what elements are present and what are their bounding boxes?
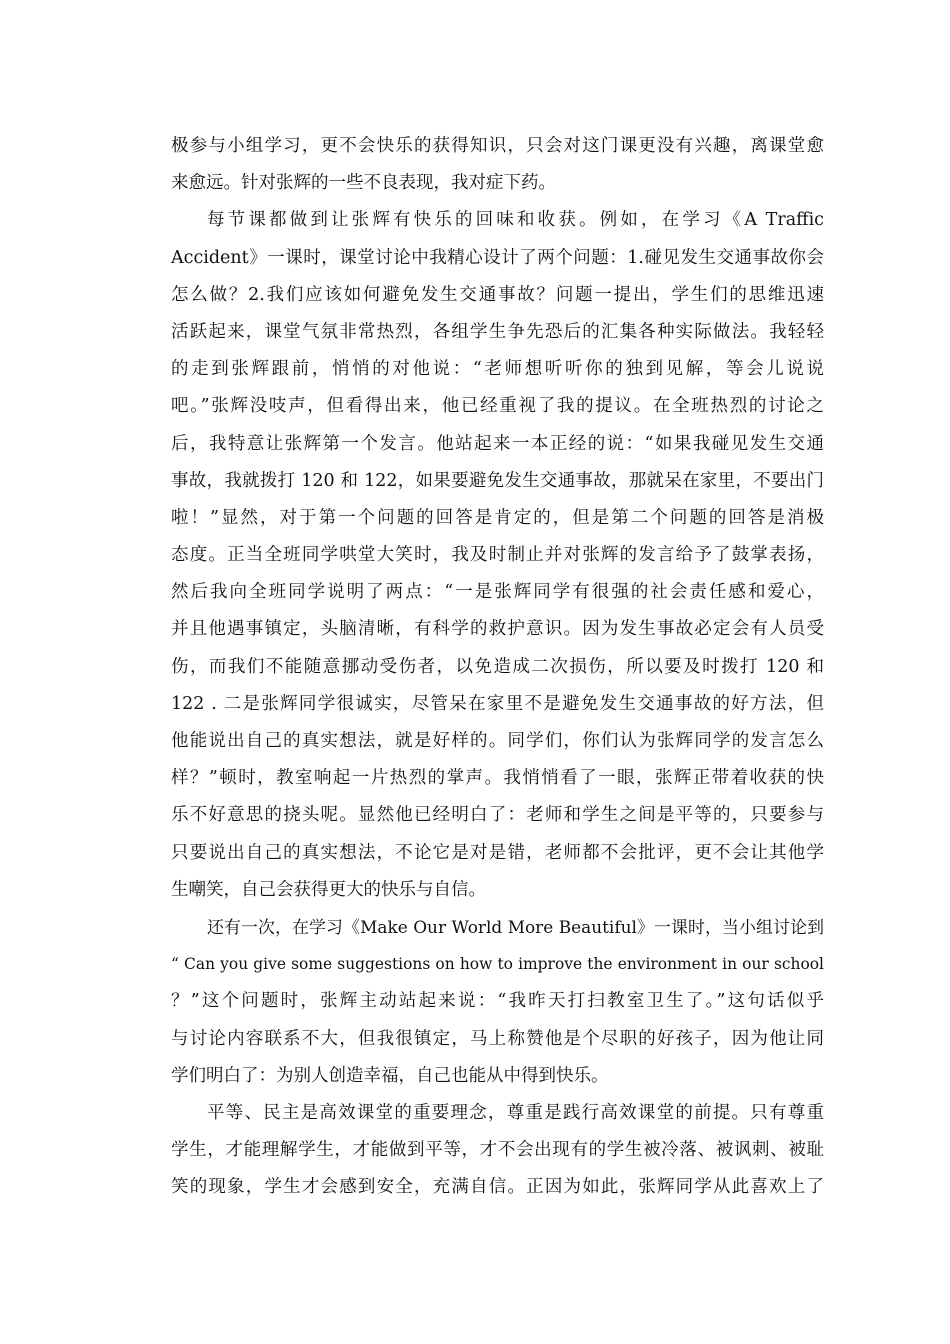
text-line: 来愈远。针对张辉的一些不良表现，我对症下药。: [171, 173, 556, 194]
text-line: 122 . 二是张辉同学很诚实，尽管呆在家里不是避免发生交通事故的好方法，但: [171, 693, 824, 714]
text-line: 并且他遇事镇定，头脑清晰，有科学的救护意识。因为发生事故必定会有人员受: [171, 619, 824, 640]
text-line: 吧。”张辉没吱声，但看得出来，他已经重视了我的提议。在全班热烈的讨论之: [171, 396, 824, 417]
text-line: “ Can you give some suggestions on how to improve the environment in our school: [171, 955, 824, 974]
text-line: Accident》一课时，课堂讨论中我精心设计了两个问题：1.碰见发生交通事故你会: [171, 247, 824, 268]
text-line: 态度。正当全班同学哄堂大笑时，我及时制止并对张辉的发言给予了鼓掌表扬，: [171, 545, 824, 566]
text-line: 活跃起来，课堂气氛非常热烈，各组学生争先恐后的汇集各种实际做法。我轻轻: [171, 321, 824, 342]
text-line: 伤，而我们不能随意挪动受伤者，以免造成二次损伤，所以要及时拨打 120 和: [171, 656, 824, 677]
text-line: 学们明白了：为别人创造幸福，自己也能从中得到快乐。: [171, 1065, 609, 1086]
paragraph: [171, 202, 824, 909]
text-line: 只要说出自己的真实想法，不论它是对是错，老师都不会批评，更不会让其他学: [171, 842, 824, 863]
paragraph: [171, 128, 824, 202]
text-line: 样？”顿时，教室响起一片热烈的掌声。我悄悄看了一眼，张辉正带着收获的快: [171, 768, 824, 789]
text-line: 学生，才能理解学生，才能做到平等，才不会出现有的学生被冷落、被讽刺、被耻: [171, 1140, 824, 1161]
text-line: 极参与小组学习，更不会快乐的获得知识，只会对这门课更没有兴趣，离课堂愈: [171, 136, 824, 156]
text-line: 他能说出自己的真实想法，就是好样的。同学们，你们认为张辉同学的发言怎么: [171, 731, 824, 751]
text-line: 后，我特意让张辉第一个发言。他站起来一本正经的说：“如果我碰见发生交通: [171, 433, 824, 454]
text-line: 的走到张辉跟前，悄悄的对他说：“老师想听听你的独到见解，等会儿说说: [171, 359, 824, 380]
text-line: 生嘲笑，自己会获得更大的快乐与自信。: [171, 879, 486, 900]
paragraph: [171, 1095, 824, 1207]
text-line: 怎么做？2.我们应该如何避免发生交通事故？问题一提出，学生们的思维迅速: [171, 284, 824, 305]
text-line: ？”这个问题时，张辉主动站起来说：“我昨天打扫教室卫生了。”这句话似乎: [171, 991, 824, 1012]
text-line: 然后我向全班同学说明了两点：“一是张辉同学有很强的社会责任感和爱心，: [171, 582, 824, 603]
text-line: 啦！”显然，对于第一个问题的回答是肯定的，但是第二个问题的回答是消极: [171, 507, 824, 528]
paragraph: [171, 909, 824, 1095]
text-line: 平等、民主是高效课堂的重要理念，尊重是践行高效课堂的前提。只有尊重: [207, 1102, 824, 1123]
text-line: 每节课都做到让张辉有快乐的回味和收获。例如，在学习《A Traffic: [207, 210, 824, 231]
body-text: [171, 128, 824, 1206]
text-line: 还有一次，在学习《Make Our World More Beautiful》一课时，当小组讨论到: [207, 916, 824, 937]
text-line: 笑的现象，学生才会感到安全，充满自信。正因为如此，张辉同学从此喜欢上了: [171, 1177, 824, 1198]
text-line: 乐不好意思的挠头呢。显然他已经明白了：老师和学生之间是平等的，只要参与: [171, 805, 824, 826]
text-line: 与讨论内容联系不大，但我很镇定，马上称赞他是个尽职的好孩子，因为他让同: [171, 1028, 824, 1049]
text-line: 事故，我就拨打 120 和 122，如果要避免发生交通事故，那就呆在家里，不要出门: [171, 470, 824, 491]
